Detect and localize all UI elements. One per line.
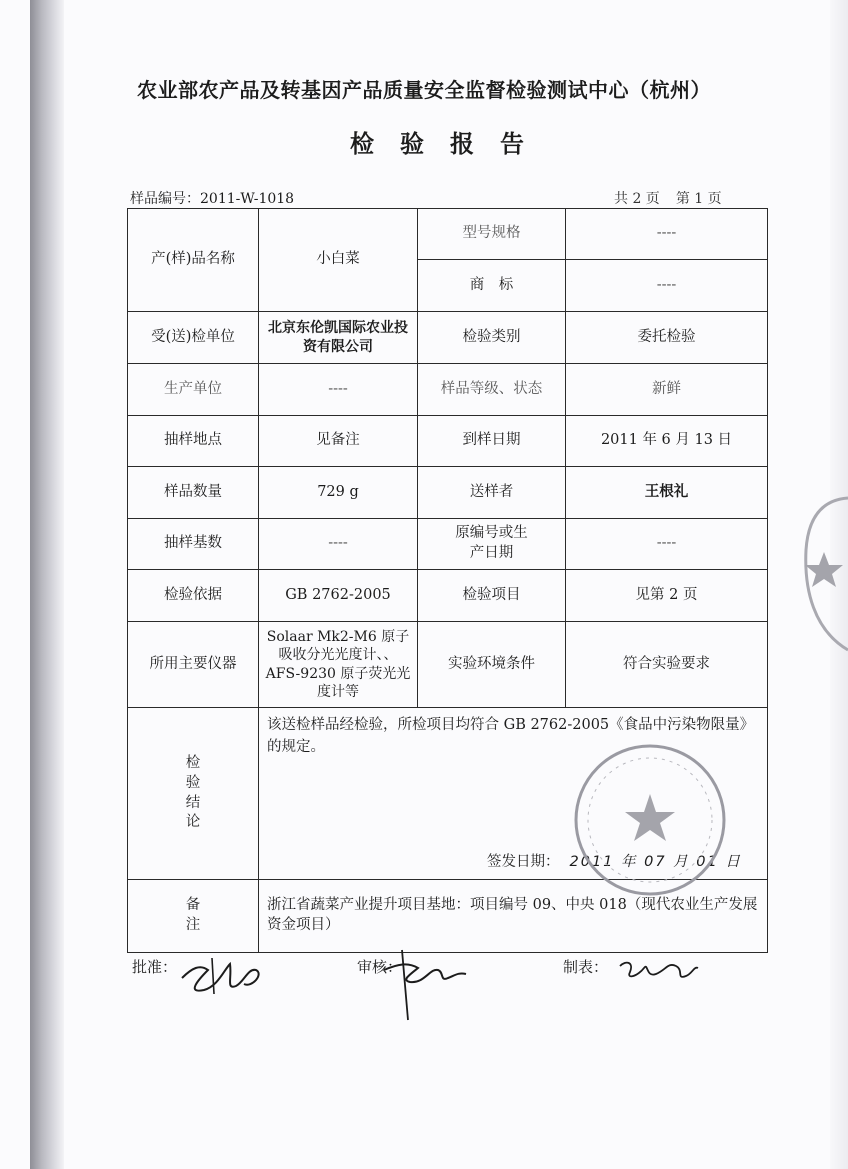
prepare-label: 制表： xyxy=(563,958,609,976)
sampling-base-label: 抽样基数 xyxy=(128,519,259,570)
grade-label: 样品等级、状态 xyxy=(418,364,566,416)
brand-label: 商 标 xyxy=(418,260,566,312)
table-row xyxy=(128,622,768,708)
sample-number-label: 样品编号： xyxy=(130,191,200,207)
model-value: ---- xyxy=(566,209,768,260)
quantity-label: 样品数量 xyxy=(128,467,259,519)
table-row xyxy=(128,209,768,260)
remarks-label xyxy=(128,880,259,953)
instruments-value: Solaar Mk2-M6 原子吸收分光光度计、、AFS-9230 原子荧光光度计等 xyxy=(259,622,418,708)
table-row xyxy=(128,364,768,416)
sample-number xyxy=(130,188,294,208)
arrival-date-value: 2011 年 6 月 13 日 xyxy=(566,416,768,467)
page-indicator xyxy=(614,188,722,208)
sample-number-value: 2011-W-1018 xyxy=(200,191,295,207)
env-value: 符合实验要求 xyxy=(566,622,768,708)
brand-value: ---- xyxy=(566,260,768,312)
remarks-text: 浙江省蔬菜产业提升项目基地：项目编号 09、中央 018（现代农业生产发展资金项目） xyxy=(259,880,768,953)
table-row xyxy=(128,570,768,622)
seal-star-icon xyxy=(625,794,675,841)
page-number: 第 1 页 xyxy=(675,191,722,207)
arrival-date-label: 到样日期 xyxy=(418,416,566,467)
table-row xyxy=(128,467,768,519)
model-label: 型号规格 xyxy=(418,209,566,260)
inspection-type-label: 检验类别 xyxy=(418,312,566,364)
client-label: 受(送)检单位 xyxy=(128,312,259,364)
edge-seal xyxy=(800,490,848,660)
original-no-label: 原编号或生产日期 xyxy=(418,519,566,570)
edge-seal-star-icon xyxy=(805,552,843,587)
original-no-value: ---- xyxy=(566,519,768,570)
client-value: 北京东伦凯国际农业投资有限公司 xyxy=(259,312,418,364)
preparer-signature xyxy=(616,952,700,988)
official-seal xyxy=(570,740,730,900)
total-pages: 共 2 页 xyxy=(614,191,660,207)
basis-label: 检验依据 xyxy=(128,570,259,622)
approver-signature xyxy=(178,950,268,1000)
conclusion-label-text: 检验结论 xyxy=(185,755,201,831)
env-label: 实验环境条件 xyxy=(418,622,566,708)
sender-value: 王根礼 xyxy=(566,467,768,519)
issue-date-value: 2011 年 07 月 01 日 xyxy=(569,854,742,871)
instruments-label: 所用主要仪器 xyxy=(128,622,259,708)
items-value: 见第 2 页 xyxy=(566,570,768,622)
quantity-value: 729 g xyxy=(259,467,418,519)
sender-label: 送样者 xyxy=(418,467,566,519)
table-row xyxy=(128,416,768,467)
issue-date-label: 签发日期： xyxy=(487,854,560,871)
basis-value: GB 2762-2005 xyxy=(259,570,418,622)
product-name-value: 小白菜 xyxy=(259,209,418,312)
sampling-place-value: 见备注 xyxy=(259,416,418,467)
remarks-label-text: 备注 xyxy=(185,897,201,933)
scan-binding-shadow xyxy=(30,0,64,1169)
inspection-type-value: 委托检验 xyxy=(566,312,768,364)
conclusion-text: 该送检样品经检验，所检项目均符合 GB 2762-2005《食品中污染物限量》的规定。 xyxy=(267,717,755,756)
grade-value: 新鲜 xyxy=(566,364,768,416)
manufacturer-label: 生产单位 xyxy=(128,364,259,416)
sampling-base-value: ---- xyxy=(259,519,418,570)
report-title: 检验报告 xyxy=(350,129,550,158)
conclusion-label xyxy=(128,708,259,880)
table-row xyxy=(128,519,768,570)
product-name-label: 产(样)品名称 xyxy=(128,209,259,312)
table-row xyxy=(128,312,768,364)
review-label: 审核： xyxy=(357,958,403,976)
organization-title: 农业部农产品及转基因产品质量安全监督检验测试中心（杭州） xyxy=(137,78,711,102)
approve-label: 批准： xyxy=(132,958,178,976)
items-label: 检验项目 xyxy=(418,570,566,622)
sampling-place-label: 抽样地点 xyxy=(128,416,259,467)
reviewer-signature xyxy=(378,946,470,1022)
manufacturer-value: ---- xyxy=(259,364,418,416)
